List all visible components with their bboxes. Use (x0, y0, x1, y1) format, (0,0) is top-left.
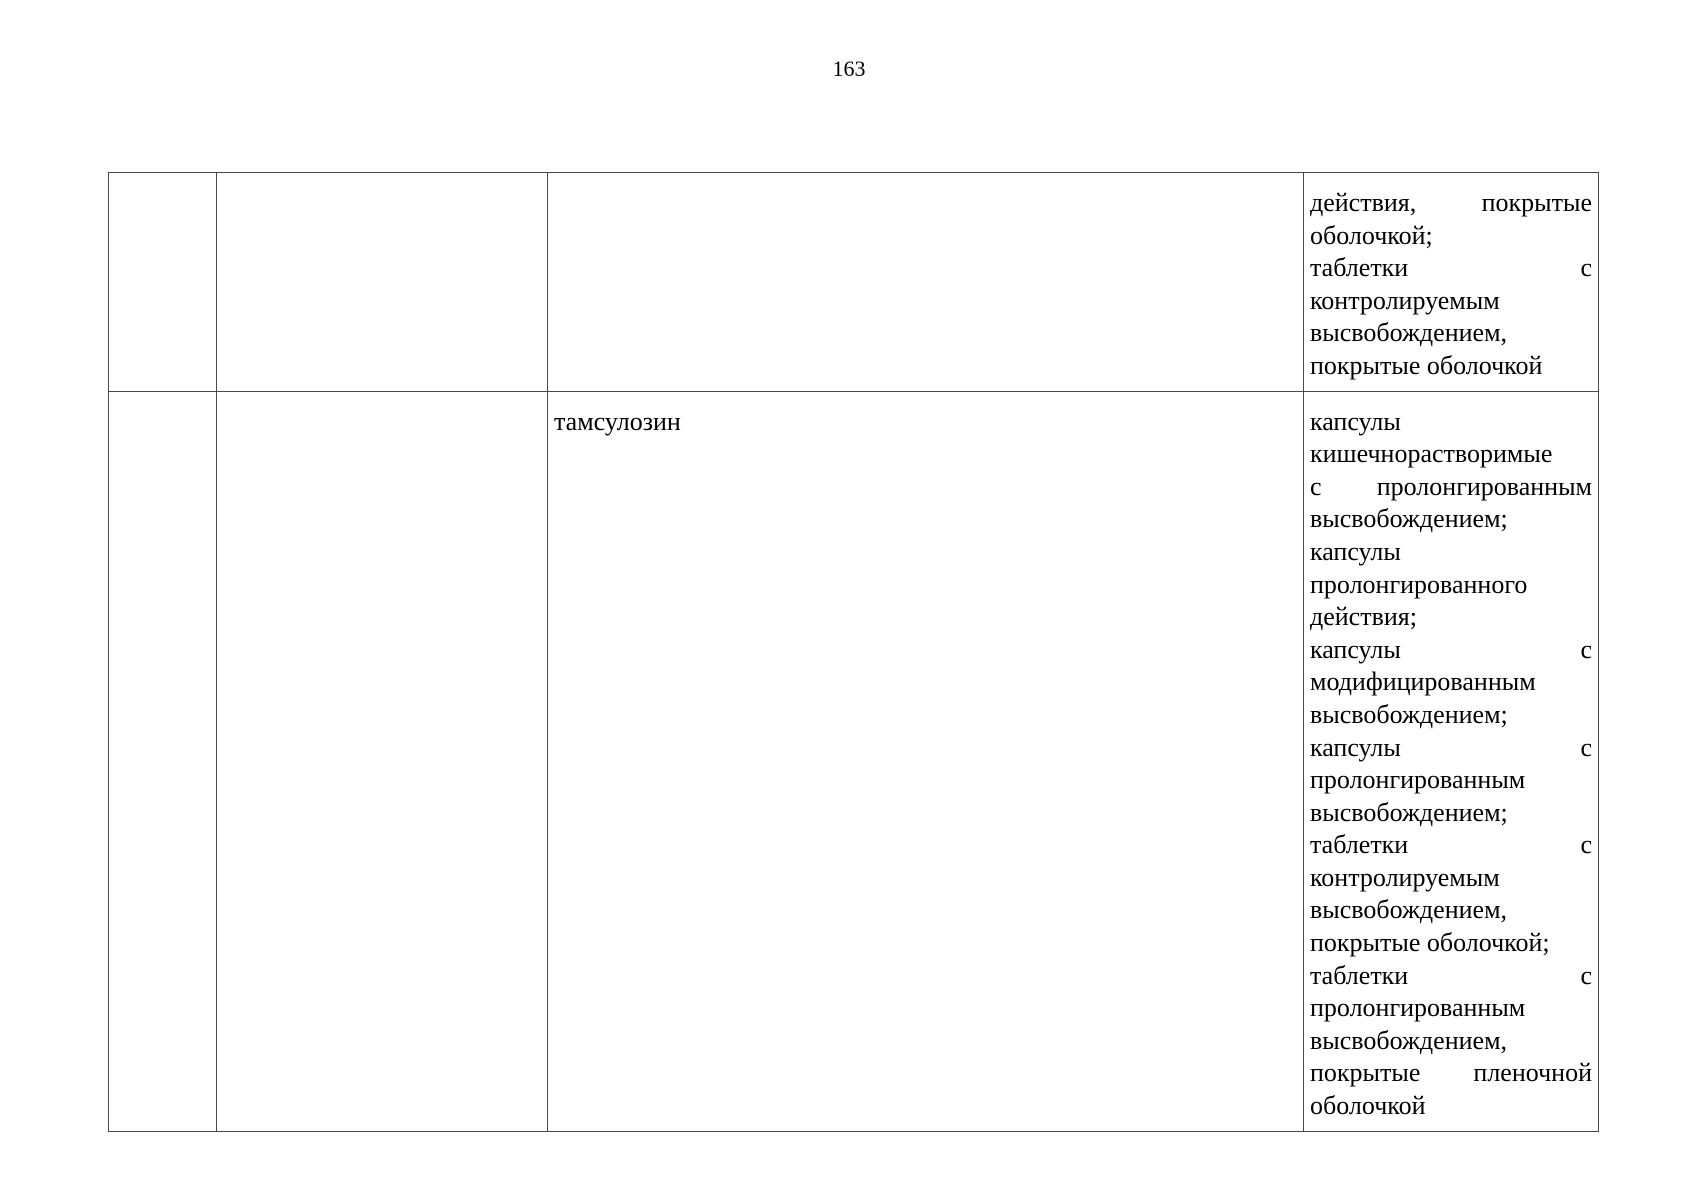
dosage-form-text: пролонгированным (1310, 765, 1526, 795)
dosage-form-line (1310, 569, 1592, 602)
dosage-form-text: капсулы (1310, 732, 1401, 762)
dosage-form-line (1310, 927, 1592, 960)
dosage-form-line (1310, 992, 1592, 1025)
dosage-form-text: пролонгированным (1376, 471, 1592, 501)
dosage-form-text: таблетки (1310, 960, 1409, 990)
dosage-form-line (1310, 220, 1592, 253)
dosage-form-text: пролонгированным (1310, 993, 1526, 1023)
dosage-form-line (1310, 471, 1592, 504)
dosage-form-text: капсулы (1310, 406, 1401, 436)
dosage-form-line (1310, 285, 1592, 318)
dosage-form-line (1310, 187, 1592, 220)
dosage-form-line (1310, 732, 1592, 765)
dosage-form-text: с (1580, 960, 1592, 990)
dosage-form-line (1310, 764, 1592, 797)
dosage-form-text: покрытые (1481, 188, 1592, 217)
dosage-form-text: капсулы (1310, 536, 1401, 566)
dosage-form-line (1310, 829, 1592, 862)
dosage-form-text: таблетки (1310, 253, 1409, 283)
dosage-form-text: оболочкой; (1310, 220, 1433, 250)
inn-cell (548, 173, 1304, 392)
dosage-form-line (1310, 1090, 1592, 1123)
dosage-form-text: с (1580, 830, 1592, 860)
inn-cell: тамсулозин (548, 391, 1304, 1131)
dosage-form-text: высвобождением; (1310, 504, 1508, 534)
page-number: 163 (832, 56, 866, 81)
dosage-form-text: покрытые оболочкой; (1310, 928, 1550, 958)
dosage-form-line (1310, 1057, 1592, 1090)
dosage-form-text: высвобождением, (1310, 318, 1508, 348)
dosage-form-text: действия, (1310, 188, 1417, 217)
dosage-form-text: с (1580, 253, 1592, 283)
dosage-form-text: покрытые (1310, 1058, 1421, 1088)
dosage-form-text: контролируемым (1310, 285, 1500, 315)
dosage-form-text: действия; (1310, 602, 1417, 632)
dosage-form-text: высвобождением; (1310, 699, 1508, 729)
dosage-form-text: высвобождением; (1310, 797, 1508, 827)
dosage-form-line (1310, 797, 1592, 830)
atc-code-cell (109, 173, 217, 392)
dosage-form-text: пленочной (1473, 1058, 1592, 1088)
dosage-forms-cell (1304, 391, 1599, 1131)
dosage-form-text: кишечнорастворимые (1310, 439, 1553, 469)
dosage-form-text: капсулы (1310, 634, 1401, 664)
dosage-form-line (1310, 862, 1592, 895)
dosage-form-line (1310, 503, 1592, 536)
dosage-form-text: с (1580, 732, 1592, 762)
dosage-form-line (1310, 406, 1592, 439)
dosage-form-text: высвобождением, (1310, 1025, 1508, 1055)
table-row (109, 173, 1599, 392)
dosage-form-line (1310, 252, 1592, 285)
dosage-form-line (1310, 601, 1592, 634)
dosage-form-line (1310, 536, 1592, 569)
dosage-form-line (1310, 666, 1592, 699)
dosage-form-text: высвобождением, (1310, 895, 1508, 925)
dosage-forms-cell (1304, 173, 1599, 392)
dosage-form-text: контролируемым (1310, 862, 1500, 892)
dosage-form-line (1310, 699, 1592, 732)
dosage-form-line (1310, 350, 1592, 383)
atc-group-cell (217, 391, 548, 1131)
dosage-form-line (1310, 960, 1592, 993)
dosage-form-text: таблетки (1310, 830, 1409, 860)
dosage-form-line (1310, 1025, 1592, 1058)
dosage-form-text: оболочкой (1310, 1091, 1426, 1121)
dosage-form-line (1310, 634, 1592, 667)
dosage-form-text: с (1580, 634, 1592, 664)
drug-table (108, 172, 1599, 1132)
dosage-form-text: модифицированным (1310, 667, 1536, 697)
dosage-form-line (1310, 894, 1592, 927)
dosage-form-text: покрытые оболочкой (1310, 350, 1543, 380)
dosage-form-line (1310, 438, 1592, 471)
table-row (109, 391, 1599, 1131)
dosage-form-text: пролонгированного (1310, 569, 1528, 599)
atc-code-cell (109, 391, 217, 1131)
dosage-form-text: с (1310, 471, 1322, 501)
dosage-form-line (1310, 317, 1592, 350)
atc-group-cell (217, 173, 548, 392)
